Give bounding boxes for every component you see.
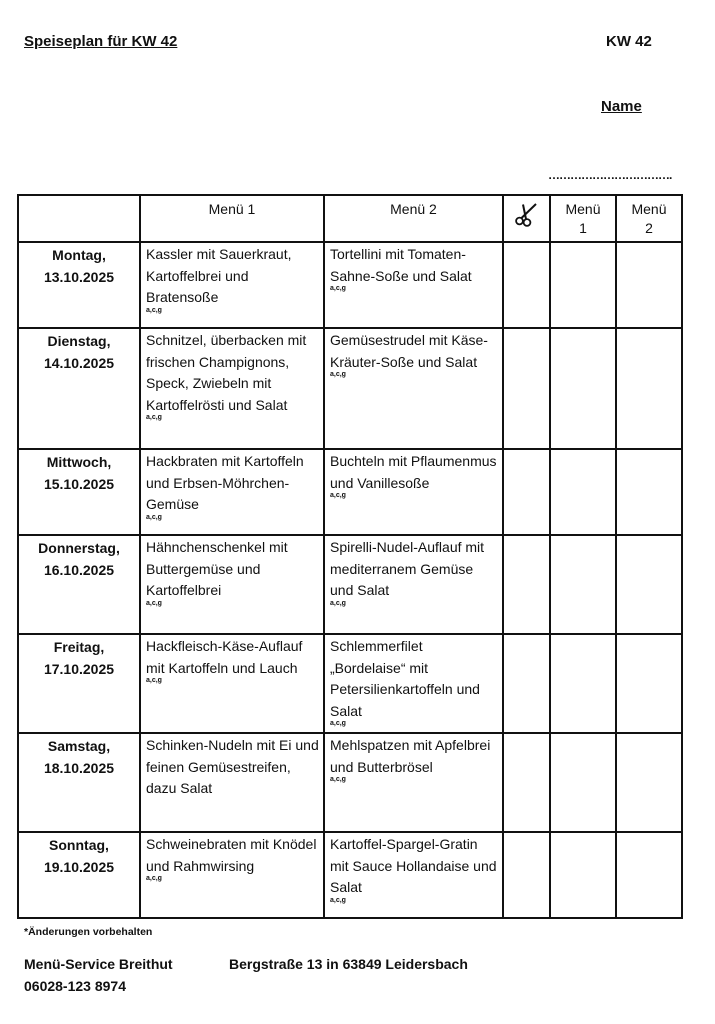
day-cell xyxy=(18,535,140,634)
menu1-text: Hackbraten mit Kartoffeln und Erbsen-Möhrchen-Gemüse xyxy=(146,453,304,512)
day-name: Samstag, xyxy=(47,738,111,754)
header-order-menu2: Menü 2 xyxy=(616,195,682,242)
day-cell xyxy=(18,328,140,449)
checkbox-cell-blank xyxy=(503,733,550,832)
order-menu2-cell[interactable] xyxy=(616,832,682,918)
table-row xyxy=(18,242,682,328)
menu2-cell xyxy=(324,328,503,449)
order-menu2-cell[interactable] xyxy=(616,328,682,449)
menu2-cell xyxy=(324,242,503,328)
company-address: Bergstraße 13 in 63849 Leidersbach xyxy=(229,956,468,972)
menu2-allergens: a,c,g xyxy=(330,492,346,499)
day-cell xyxy=(18,733,140,832)
day-date: 14.10.2025 xyxy=(43,354,115,371)
company-phone: 06028-123 8974 xyxy=(24,978,126,994)
day-date: 19.10.2025 xyxy=(43,858,115,875)
menu2-allergens: a,c,g xyxy=(330,720,346,727)
menu1-text: Schinken-Nudeln mit Ei und feinen Gemüsestreifen, dazu Salat xyxy=(146,737,319,796)
menu2-text: Gemüsestrudel mit Käse-Kräuter-Soße und Salat xyxy=(330,332,488,370)
menu1-cell xyxy=(140,733,324,832)
company-name: Menü-Service Breithut xyxy=(24,956,173,972)
menu1-text: Schnitzel, überbacken mit frischen Champignons, Speck, Zwiebeln mit Kartoffelrösti und Salat xyxy=(146,332,307,413)
week-label: KW 42 xyxy=(606,33,652,50)
page-title: Speiseplan für KW 42 xyxy=(24,33,178,50)
name-label: Name xyxy=(601,98,642,115)
menu2-allergens: a,c,g xyxy=(330,285,346,292)
menu1-allergens: a,c,g xyxy=(146,306,162,314)
order-menu1-cell[interactable] xyxy=(550,832,616,918)
menu2-text: Schlemmerfilet „Bordelaise“ mit Petersilienkartoffeln und Salat xyxy=(330,638,480,719)
order-menu1-cell[interactable] xyxy=(550,634,616,733)
order-menu1-cell[interactable] xyxy=(550,535,616,634)
menu2-allergens: a,c,g xyxy=(330,896,346,904)
menu2-text: Mehlspatzen mit Apfelbrei und Butterbrösel xyxy=(330,737,491,775)
checkbox-cell-blank xyxy=(503,535,550,634)
day-name: Freitag, xyxy=(53,639,105,655)
day-cell xyxy=(18,832,140,918)
day-cell xyxy=(18,242,140,328)
table-row xyxy=(18,733,682,832)
table-row xyxy=(18,634,682,733)
order-menu2-cell[interactable] xyxy=(616,634,682,733)
checkbox-cell-blank xyxy=(503,634,550,733)
order-menu1-cell[interactable] xyxy=(550,449,616,535)
menu2-text: Tortellini mit Tomaten-Sahne-Soße und Salat xyxy=(330,246,472,284)
menu1-allergens: a,c,g xyxy=(146,677,162,684)
checkbox-cell-blank xyxy=(503,449,550,535)
checkbox-cell-blank xyxy=(503,242,550,328)
changes-note: *Änderungen vorbehalten xyxy=(24,926,153,938)
day-date: 16.10.2025 xyxy=(43,561,115,578)
day-date: 13.10.2025 xyxy=(43,268,115,285)
header-menu2: Menü 2 xyxy=(324,195,503,242)
menu2-text: Kartoffel-Spargel-Gratin mit Sauce Hollandaise und Salat xyxy=(330,836,497,895)
menu1-allergens: a,c,g xyxy=(146,414,162,421)
table-row xyxy=(18,832,682,918)
menu-table xyxy=(17,194,683,919)
menu1-cell xyxy=(140,634,324,733)
menu2-cell xyxy=(324,733,503,832)
menu1-text: Kassler mit Sauerkraut, Kartoffelbrei und Bratensoße xyxy=(146,246,292,305)
table-row xyxy=(18,328,682,449)
day-name: Mittwoch, xyxy=(46,454,112,470)
menu2-text: Spirelli-Nudel-Auflauf mit mediterranem Gemüse und Salat xyxy=(330,539,485,598)
order-menu1-cell[interactable] xyxy=(550,242,616,328)
order-menu2-cell[interactable] xyxy=(616,733,682,832)
day-name: Donnerstag, xyxy=(38,540,120,556)
day-date: 18.10.2025 xyxy=(43,759,115,776)
order-menu1-cell[interactable] xyxy=(550,328,616,449)
day-name: Dienstag, xyxy=(47,333,111,349)
menu2-allergens: a,c,g xyxy=(330,599,346,607)
menu2-allergens: a,c,g xyxy=(330,776,346,783)
order-menu2-cell[interactable] xyxy=(616,242,682,328)
header-menu1: Menü 1 xyxy=(140,195,324,242)
menu2-cell xyxy=(324,535,503,634)
menu1-cell xyxy=(140,832,324,918)
header-order-menu1: Menü 1 xyxy=(550,195,616,242)
header-day-cell xyxy=(18,195,140,242)
header-scissors-cell xyxy=(503,195,550,242)
menu1-allergens: a,c,g xyxy=(146,875,162,882)
checkbox-cell-blank xyxy=(503,328,550,449)
menu2-cell xyxy=(324,634,503,733)
menu1-cell xyxy=(140,449,324,535)
day-name: Montag, xyxy=(52,247,106,263)
menu1-allergens: a,c,g xyxy=(146,513,162,521)
day-name: Sonntag, xyxy=(49,837,109,853)
menu2-allergens: a,c,g xyxy=(330,371,346,378)
menu1-text: Hackfleisch-Käse-Auflauf mit Kartoffeln und Lauch xyxy=(146,638,303,676)
table-header-row xyxy=(18,195,682,242)
name-entry-line[interactable]: ……………………………. xyxy=(548,168,672,182)
table-row xyxy=(18,449,682,535)
menu1-cell xyxy=(140,328,324,449)
day-cell xyxy=(18,634,140,733)
menu2-cell xyxy=(324,449,503,535)
menu1-cell xyxy=(140,535,324,634)
order-menu2-cell[interactable] xyxy=(616,449,682,535)
day-date: 15.10.2025 xyxy=(43,475,115,492)
menu1-cell xyxy=(140,242,324,328)
order-menu1-cell[interactable] xyxy=(550,733,616,832)
menu1-text: Schweinebraten mit Knödel und Rahmwirsing xyxy=(146,836,317,874)
menu1-text: Hähnchenschenkel mit Buttergemüse und Kartoffelbrei xyxy=(146,539,288,598)
table-row xyxy=(18,535,682,634)
order-menu2-cell[interactable] xyxy=(616,535,682,634)
scissors-icon xyxy=(514,201,540,232)
day-date: 17.10.2025 xyxy=(43,660,115,677)
day-cell xyxy=(18,449,140,535)
checkbox-cell-blank xyxy=(503,832,550,918)
menu1-allergens: a,c,g xyxy=(146,599,162,607)
menu2-cell xyxy=(324,832,503,918)
menu2-text: Buchteln mit Pflaumenmus und Vanillesoße xyxy=(330,453,497,491)
